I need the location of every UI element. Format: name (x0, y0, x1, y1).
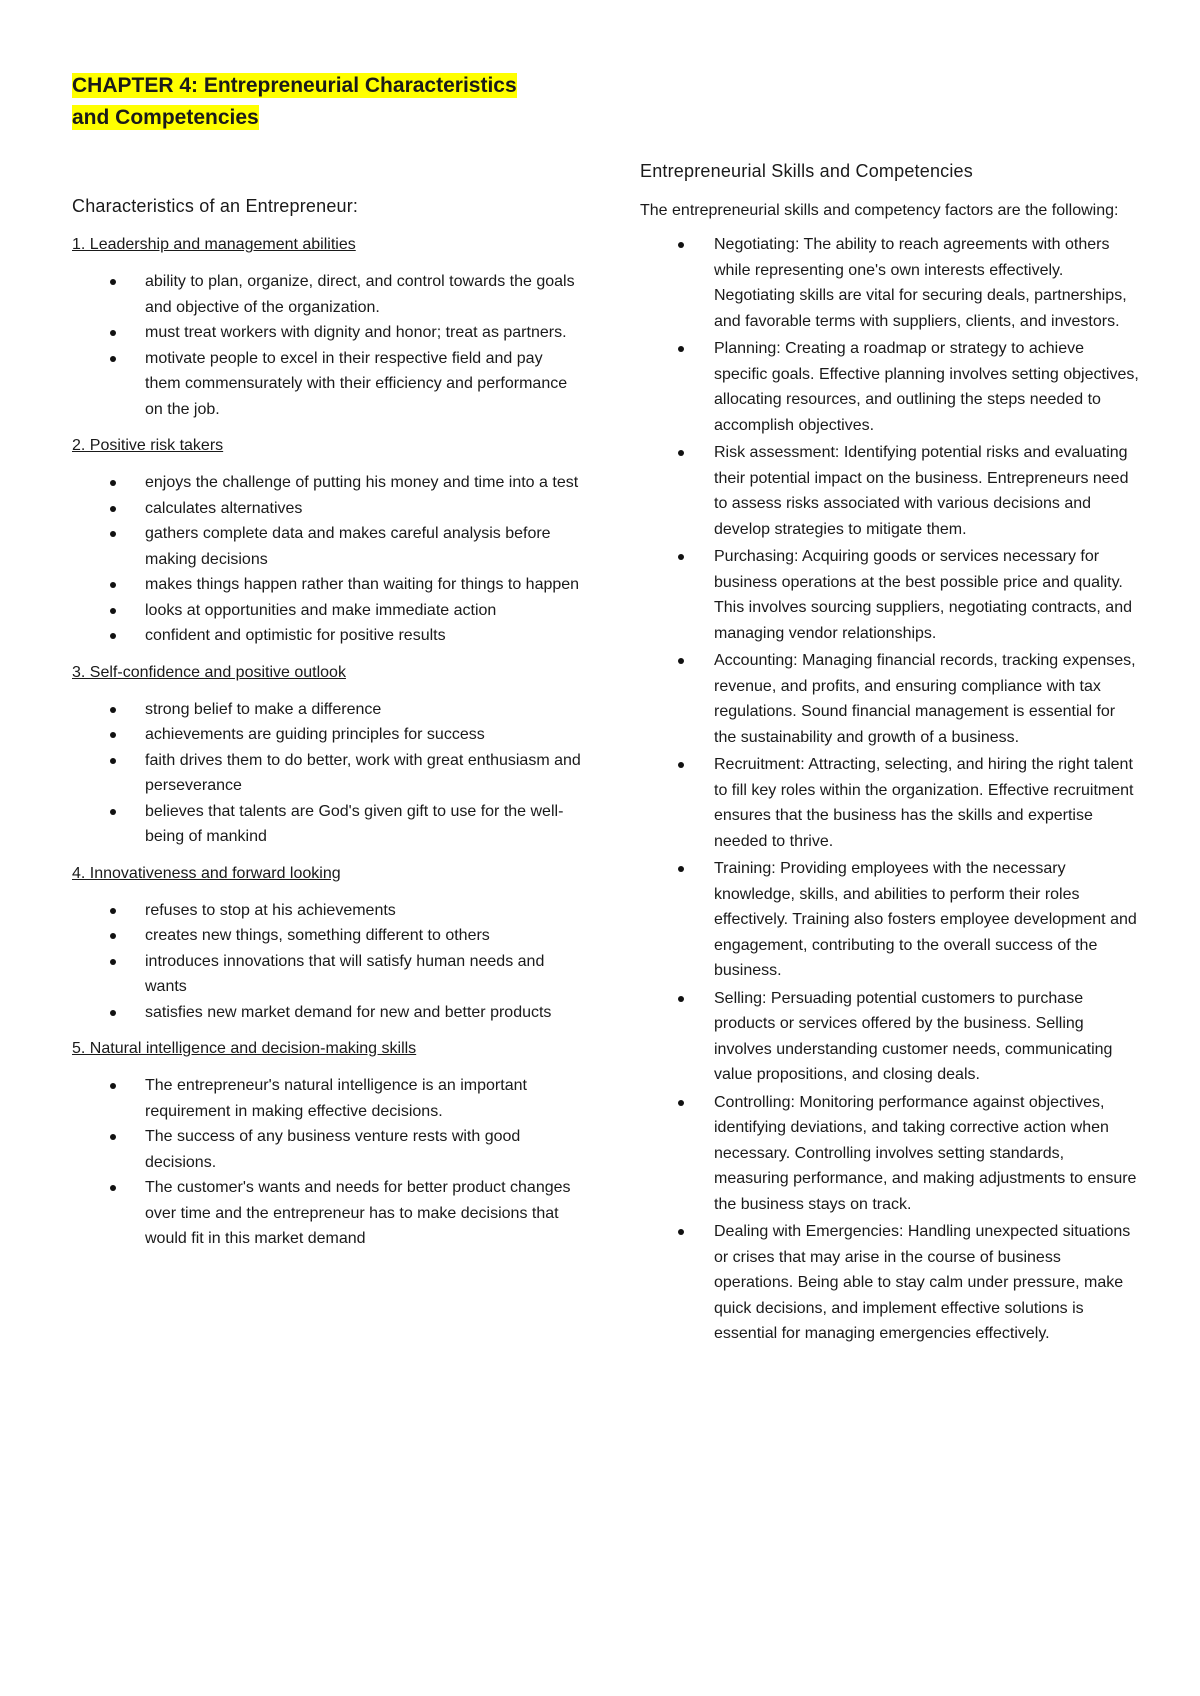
section-heading: 4. Innovativeness and forward looking (72, 864, 341, 882)
bullet-icon (678, 242, 684, 248)
bullet-icon (110, 1134, 116, 1140)
section-heading: 2. Positive risk takers (72, 437, 224, 454)
list-item (72, 1073, 582, 1124)
characteristics-heading: Characteristics of an Entrepreneur: (72, 196, 359, 216)
bullet-icon (678, 866, 684, 872)
list-item (72, 898, 582, 924)
bullet-list (72, 1073, 582, 1252)
bullet-icon (110, 1083, 116, 1089)
list-item-text: believes that talents are God's given gift to use for the well-being of mankind (145, 802, 564, 845)
skill-description: : Monitoring performance against objectives, identifying deviations, and taking corrective action when necessary. Controlling involves setting standards, measuring performance, and making adjustments to ensure the business stays on track. (714, 1093, 1137, 1213)
bullet-list (72, 269, 582, 422)
section-heading: 3. Self-confidence and positive outlook (72, 663, 346, 681)
list-item-text: enjoys the challenge of putting his money and time into a test (145, 474, 579, 491)
section-heading: 5. Natural intelligence and decision-making skills (72, 1040, 417, 1057)
list-item (72, 949, 582, 1000)
skill-item-recruitment (640, 752, 1140, 854)
skill-item-selling (640, 986, 1140, 1088)
bullet-icon (110, 279, 116, 285)
bullet-icon (110, 480, 116, 486)
bullet-icon (110, 1185, 116, 1191)
section-risk-takers (72, 434, 582, 649)
bullet-icon (678, 762, 684, 768)
section-innovativeness (72, 862, 582, 1026)
section-leadership (72, 233, 582, 422)
skills-intro: The entrepreneurial skills and competency factors are the following: (640, 202, 1119, 219)
bullet-icon (678, 346, 684, 352)
list-item (72, 923, 582, 949)
list-item-text: The entrepreneur's natural intelligence is an important requirement in making effective decisions. (145, 1077, 527, 1120)
skill-description: : Identifying potential risks and evaluating their potential impact on the business. Entrepreneurs need to assess risks associated with various decisions and develop strategies to mitigate them. (714, 444, 1129, 538)
skill-term: Recruitment (714, 756, 801, 773)
bullet-icon (678, 996, 684, 1002)
skill-description: : Persuading potential customers to purchase products or services offered by the business. Selling involves understanding customer needs, communicating value propositions, and closing deals. (714, 989, 1113, 1083)
skill-item-accounting (640, 648, 1140, 750)
skills-heading: Entrepreneurial Skills and Competencies (640, 161, 973, 181)
bullet-icon (678, 1100, 684, 1106)
list-item (72, 1124, 582, 1175)
characteristics-column (72, 193, 582, 1264)
list-item-text: introduces innovations that will satisfy human needs and wants (145, 952, 545, 995)
skill-item-training (640, 856, 1140, 984)
bullet-icon (678, 450, 684, 456)
skill-term: Purchasing (714, 548, 795, 565)
list-item (72, 320, 582, 346)
list-item-text: faith drives them to do better, work with great enthusiasm and perseverance (145, 751, 581, 794)
bullet-icon (110, 732, 116, 738)
list-item (72, 598, 582, 624)
skill-item-planning (640, 336, 1140, 438)
bullet-icon (678, 554, 684, 560)
list-item-text: must treat workers with dignity and honor; treat as partners. (145, 324, 567, 341)
list-item-text: refuses to stop at his achievements (145, 901, 396, 919)
list-item (72, 521, 582, 572)
skill-description: : Managing financial records, tracking expenses, revenue, and profits, and ensuring compliance with tax regulations. Sound financial management is essential for the sustainability and growth of a business. (714, 652, 1136, 746)
skill-term: Dealing with Emergencies (714, 1223, 899, 1240)
list-item-text: The customer's wants and needs for better product changes over time and the entrepreneur has to make decisions that would fit in this market demand (145, 1179, 571, 1247)
bullet-icon (678, 658, 684, 664)
list-item-text: ability to plan, organize, direct, and control towards the goals and objective of the organization. (145, 273, 575, 316)
bullet-icon (110, 758, 116, 764)
skill-item-controlling (640, 1090, 1140, 1218)
page-title-text: CHAPTER 4: Entrepreneurial Characteristics and Competencies (72, 74, 517, 129)
bullet-list (72, 697, 582, 850)
list-item (72, 1000, 582, 1026)
bullet-icon (110, 531, 116, 537)
skill-term: Controlling (714, 1093, 791, 1111)
skill-item-negotiating (640, 232, 1140, 334)
list-item-text: confident and optimistic for positive results (145, 627, 446, 644)
list-item (72, 748, 582, 799)
bullet-icon (110, 633, 116, 639)
bullet-icon (110, 506, 116, 512)
list-item (72, 697, 582, 723)
bullet-list (72, 898, 582, 1026)
bullet-list (72, 470, 582, 649)
skills-list (640, 232, 1140, 1347)
list-item-text: gathers complete data and makes careful analysis before making decisions (145, 525, 551, 568)
bullet-icon (110, 959, 116, 965)
skill-description: : Creating a roadmap or strategy to achieve specific goals. Effective planning involves setting objectives, allocating resources, and outlining the steps needed to accomplish objectives. (714, 340, 1139, 434)
skill-term: Accounting (714, 652, 794, 669)
list-item (72, 722, 582, 748)
list-item-text: The success of any business venture rests with good decisions. (145, 1128, 521, 1171)
skill-description: : Acquiring goods or services necessary for business operations at the best possible price and quality. This involves sourcing suppliers, negotiating contracts, and managing vendor relationships. (714, 548, 1132, 642)
list-item-text: makes things happen rather than waiting for things to happen (145, 576, 580, 593)
list-item-text: satisfies new market demand for new and better products (145, 1003, 552, 1021)
bullet-icon (110, 582, 116, 588)
bullet-icon (110, 809, 116, 815)
skill-item-risk-assessment (640, 440, 1140, 542)
list-item (72, 799, 582, 850)
skill-description: : Providing employees with the necessary knowledge, skills, and abilities to perform their roles effectively. Training also fosters employee development and engagement, contributing to the overall success of the business. (714, 860, 1137, 979)
bullet-icon (110, 707, 116, 713)
list-item-text: calculates alternatives (145, 499, 303, 517)
bullet-icon (110, 330, 116, 336)
list-item (72, 572, 582, 598)
skill-item-purchasing (640, 544, 1140, 646)
skill-description: : Handling unexpected situations or crises that may arise in the course of business operations. Being able to stay calm under pressure, make quick decisions, and implement effective solutions is essential for managing emergencies effectively. (714, 1223, 1131, 1342)
skill-term: Risk assessment (714, 444, 835, 461)
skill-description: The ability to reach agreements with others while representing one's own interests effectively. Negotiating skills are vital for securing deals, partnerships, and favorable terms with suppliers, clients, and investors. (714, 236, 1127, 330)
skills-column (640, 158, 1140, 1349)
skill-term: Negotiating: (714, 236, 800, 253)
list-item (72, 346, 582, 423)
bullet-icon (110, 1010, 116, 1016)
bullet-icon (110, 356, 116, 362)
skill-term: Planning (714, 340, 777, 357)
bullet-icon (678, 1229, 684, 1235)
bullet-icon (110, 608, 116, 614)
skill-term: Training (714, 860, 772, 877)
section-heading: 1. Leadership and management abilities (72, 236, 356, 253)
bullet-icon (110, 933, 116, 939)
list-item-text: motivate people to excel in their respective field and pay them commensurately with their efficiency and performance on the job. (145, 349, 568, 418)
list-item-text: strong belief to make a difference (145, 700, 382, 718)
skill-item-dealing-with-emergencies (640, 1219, 1140, 1347)
list-item (72, 1175, 582, 1252)
list-item (72, 496, 582, 522)
bullet-icon (110, 908, 116, 914)
list-item-text: looks at opportunities and make immediate action (145, 601, 497, 619)
skill-description: : Attracting, selecting, and hiring the right talent to fill key roles within the organization. Effective recruitment ensures that the business has the skills and expertise needed to thrive. (714, 756, 1134, 850)
list-item (72, 269, 582, 320)
skill-term: Selling (714, 989, 763, 1007)
page-title (72, 70, 552, 134)
list-item-text: achievements are guiding principles for success (145, 726, 485, 743)
list-item-text: creates new things, something different to others (145, 927, 490, 944)
list-item (72, 623, 582, 649)
section-natural-intelligence (72, 1037, 582, 1252)
section-self-confidence (72, 661, 582, 850)
list-item (72, 470, 582, 496)
